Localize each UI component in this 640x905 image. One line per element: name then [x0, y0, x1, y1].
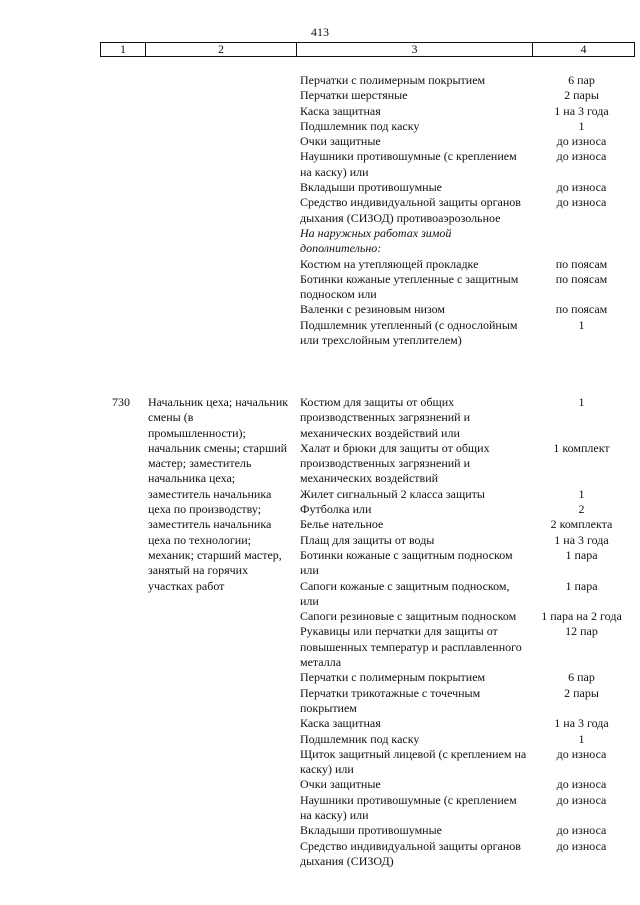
- equipment-quantity: до износа: [556, 838, 607, 853]
- equipment-quantity: 1: [578, 395, 585, 409]
- equipment-row: [300, 487, 635, 502]
- equipment-row: [300, 149, 635, 180]
- equipment-name: Щиток защитный лицевой (с креплением на каску) или: [300, 746, 527, 777]
- table-header: [100, 42, 635, 57]
- equipment-row: [300, 302, 635, 317]
- equipment-row: [300, 226, 635, 257]
- equipment-quantity: 1 на 3 года: [554, 716, 609, 731]
- equipment-quantity: до износа: [556, 180, 607, 195]
- equipment-name: На наружных работах зимой дополнительно:: [300, 225, 452, 256]
- equipment-quantity: по поясам: [555, 302, 608, 317]
- equipment-quantity: [528, 226, 635, 257]
- equipment-list-continued: [300, 73, 635, 348]
- equipment-row: [300, 134, 635, 149]
- equipment-name: Рукавицы или перчатки для защиты от повышенных температур и расплавленного металла: [300, 624, 522, 670]
- job-position: Начальник цеха; начальник смены (в промышленности); начальник смены; старший мастер; заместитель начальника цеха; заместитель начальника цеха по производству; заместитель начальника цеха по технологии; механик; старший мастер, занятый на горячих участках работ: [148, 395, 289, 593]
- equipment-name: Костюм для защиты от общих производственных загрязнений и механических воздействий или: [300, 395, 471, 440]
- equipment-name: Наушники противошумные (с креплением на каску) или: [300, 149, 517, 179]
- equipment-name: Перчатки с полимерным покрытием: [300, 670, 486, 685]
- equipment-row: [300, 441, 635, 487]
- equipment-name: Перчатки трикотажные с точечным покрытием: [300, 685, 481, 715]
- equipment-quantity: 2 пары: [564, 685, 599, 700]
- column-header-1: 1: [120, 42, 126, 56]
- equipment-quantity: по поясам: [555, 256, 608, 271]
- equipment-name: Перчатки шерстяные: [300, 88, 408, 103]
- equipment-row: [300, 732, 635, 747]
- equipment-quantity: 12 пар: [565, 624, 598, 639]
- equipment-name: Подшлемник утепленный (с однослойным или трехслойным утеплителем): [300, 317, 518, 348]
- equipment-row: [300, 195, 635, 226]
- equipment-quantity: 1 комплект: [553, 440, 610, 455]
- equipment-name: Средство индивидуальной защиты органов дыхания (СИЗОД) противоаэрозольное: [300, 195, 521, 225]
- equipment-row: [300, 624, 635, 670]
- equipment-row: [300, 823, 635, 838]
- equipment-quantity: 1 на 3 года: [554, 532, 609, 547]
- equipment-quantity: до износа: [556, 777, 607, 792]
- equipment-quantity: 1 пара на 2 года: [541, 609, 622, 624]
- equipment-name: Перчатки с полимерным покрытием: [300, 73, 486, 87]
- equipment-name: Футболка или: [300, 502, 372, 517]
- equipment-name: Жилет сигнальный 2 класса защиты: [300, 486, 485, 501]
- equipment-quantity: 1 пара: [565, 578, 598, 593]
- equipment-row: [300, 272, 635, 303]
- equipment-quantity: 1: [578, 317, 585, 332]
- equipment-row: [300, 716, 635, 731]
- equipment-row: [300, 579, 635, 610]
- equipment-name: Белье нательное: [300, 517, 384, 532]
- equipment-quantity: до износа: [556, 792, 607, 807]
- equipment-name: Каска защитная: [300, 716, 381, 731]
- equipment-row: [300, 839, 635, 870]
- equipment-quantity: до износа: [556, 134, 607, 149]
- equipment-quantity: до износа: [556, 195, 607, 210]
- equipment-row: [300, 395, 635, 441]
- equipment-row: [300, 548, 635, 579]
- equipment-name: Очки защитные: [300, 134, 381, 149]
- equipment-row: [300, 777, 635, 792]
- equipment-quantity: 1: [578, 731, 585, 746]
- equipment-row: [300, 502, 635, 517]
- equipment-quantity: по поясам: [555, 271, 608, 286]
- row-number: 730: [112, 395, 130, 409]
- equipment-list: [300, 395, 635, 869]
- equipment-quantity: 1 на 3 года: [554, 103, 609, 118]
- equipment-quantity: 1: [578, 486, 585, 501]
- equipment-row: [300, 257, 635, 272]
- column-header-2: 2: [218, 42, 224, 56]
- equipment-name: Подшлемник под каску: [300, 731, 420, 746]
- equipment-name: Плащ для защиты от воды: [300, 532, 435, 547]
- equipment-name: Каска защитная: [300, 103, 381, 118]
- equipment-name: Подшлемник под каску: [300, 118, 420, 133]
- equipment-row: [300, 609, 635, 624]
- equipment-name: Вкладыши противошумные: [300, 823, 442, 838]
- equipment-name: Очки защитные: [300, 777, 381, 792]
- equipment-row: [300, 747, 635, 778]
- equipment-name: Наушники противошумные (с креплением на каску) или: [300, 792, 517, 823]
- equipment-row: [300, 180, 635, 195]
- equipment-quantity: до износа: [556, 823, 607, 838]
- equipment-row: [300, 793, 635, 824]
- equipment-row: [300, 73, 635, 88]
- page-number: 413: [311, 25, 329, 39]
- equipment-quantity: 1 пара: [565, 547, 598, 562]
- equipment-row: [300, 119, 635, 134]
- equipment-row: [300, 318, 635, 349]
- equipment-quantity: 1: [578, 118, 585, 133]
- equipment-row: [300, 88, 635, 103]
- equipment-quantity: 6 пар: [568, 670, 595, 685]
- equipment-row: [300, 670, 635, 685]
- equipment-row: [300, 533, 635, 548]
- column-header-4: 4: [580, 42, 587, 56]
- equipment-name: Средство индивидуальной защиты органов дыхания (СИЗОД): [300, 838, 521, 868]
- equipment-quantity: до износа: [556, 746, 607, 761]
- equipment-name: Халат и брюки для защиты от общих производственных загрязнений и механических воздействий: [300, 440, 490, 486]
- equipment-name: Ботинки кожаные с защитным подноском или: [300, 547, 513, 578]
- equipment-name: Валенки с резиновым низом: [300, 302, 446, 317]
- equipment-name: Костюм на утепляющей прокладке: [300, 256, 479, 271]
- equipment-row: [300, 686, 635, 717]
- equipment-quantity: 2: [578, 502, 585, 517]
- equipment-name: Вкладыши противошумные: [300, 180, 442, 195]
- equipment-quantity: 6 пар: [568, 73, 595, 87]
- equipment-quantity: до износа: [556, 149, 607, 164]
- column-header-3: 3: [411, 42, 418, 56]
- equipment-quantity: 2 пары: [564, 88, 599, 103]
- equipment-row: [300, 517, 635, 532]
- equipment-name: Сапоги резиновые с защитным подноском: [300, 609, 517, 624]
- equipment-row: [300, 104, 635, 119]
- equipment-quantity: 2 комплекта: [550, 517, 613, 532]
- equipment-name: Сапоги кожаные с защитным подноском, или: [300, 578, 510, 608]
- equipment-name: Ботинки кожаные утепленные с защитным подноском или: [300, 271, 519, 302]
